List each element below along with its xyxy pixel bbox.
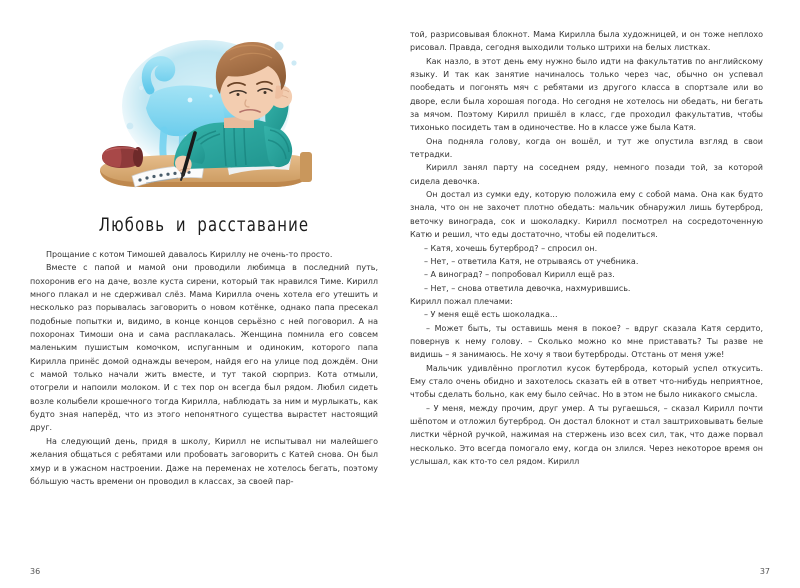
paragraph: Прощание с котом Тимошей давалось Кириллу не очень-то просто. <box>46 250 333 259</box>
dialogue-line: – Нет, – снова ответила девочка, нахмурившись. <box>424 283 631 293</box>
dialogue-line: – Нет, – ответила Катя, не отрываясь от учебника. <box>424 256 639 266</box>
dialogue-line: – У меня ещё есть шоколадка... <box>424 310 558 320</box>
paragraph: той, разрисовывая блокнот. Мама Кирилла была художницей, и он тоже неплохо рисовал. Правда, сегодня выходили только штрихи на белых листках. <box>410 30 763 53</box>
page-number-right: 37 <box>759 567 770 576</box>
paragraph: Он достал из сумки еду, которую положила ему с собой мама. Она как будто знала, что он не захочет плотно обедать: мальчик обнаружил лишь бутерброд, веточку винограда, сок и шоколадку. Кирилл посмотрел на сосредоточенную Катю и решил, что еды достаточно, чтобы ей поделиться. <box>410 190 763 240</box>
right-page <box>400 0 800 588</box>
right-page-body <box>410 28 763 468</box>
paragraph: Вместе с папой и мамой они проводили любимца в последний путь, похоронив его на даче, возле куста сирени, который так нравился Тиме. Кирилл много плакал и не сдерживал слёз. Мама Кирилла очень хотела его утешить и несколько раз порывалась заговорить о новом котёнке, однако папа пресекал подобные попытки и, видимо, в конце концов серьёзно с ней поговорил. А на похоронах Тимоши она и сама расплакалась. Женщина помнила его совсем маленьким пушистым комочком, испуганным и одиноким, которого папа Кирилла принёс домой однажды вечером, найдя его на улице под дождём. Они с мамой только начали жить вместе, и тут такой сюрприз. Кота отмыли, отогрели и напоили молоком. И с тех пор он всегда был рядом. Любил сидеть возле колыбели крошечного тогда Кирилла, наблюдать за ним и мурлыкать, как будто зная наперёд, что из этого непонятного существа вырастет настоящий друг. <box>30 263 378 433</box>
paragraph: – Может быть, ты оставишь меня в покое? – вдруг сказала Катя сердито, повернув к нему голову. – Сколько можно ко мне приставать? Ты разве не видишь – я занимаюсь. Не хочу я твои бутерброды. Отстань от меня уже! <box>410 323 763 360</box>
paragraph: На следующий день, придя в школу, Кирилл не испытывал ни малейшего желания общаться с ребятами или пробовать заговорить с Катей снова. Он был хмур и в ужасном настроении. Даже на переменах не хотелось бегать, поэтому бо́льшую часть времени он проводил в классах, за своей пар- <box>30 436 378 486</box>
paragraph: – У меня, между прочим, друг умер. А ты ругаешься, – сказал Кирилл почти шёпотом и отложил бутерброд. Он достал блокнот и стал заштриховывать белые листки чёрной ручкой, нажимая на стержень изо всех сил, так, что даже порвал несколько. Это всегда помогало ему, когда он злился. Через некоторое время он услышал, как кто-то сел рядом. Кирилл <box>410 403 763 466</box>
chapter-title: Любовь и расставание <box>98 214 310 236</box>
left-page-body <box>30 248 378 488</box>
dialogue-line: – А виноград? – попробовал Кирилл ещё раз. <box>424 270 615 280</box>
dialogue-line: Кирилл пожал плечами: <box>410 296 513 306</box>
paragraph: Она подняла голову, когда он вошёл, и тут же опустила взгляд в свои тетрадки. <box>410 136 763 160</box>
paragraph: Кирилл занял парту на соседнем ряду, немного позади той, за которой сидела девочка. <box>410 163 763 186</box>
boy-at-desk-with-ghost-cat-icon <box>78 30 330 208</box>
chapter-illustration <box>78 30 330 208</box>
paragraph: Как назло, в этот день ему нужно было идти на факультатив по английскому языку. И так как занятие начиналось только через час, обычно он успевал пообедать и погонять мяч с ребятами из другого класса в спортзале или во дворе, если была хорошая погода. Но сегодня не хотелось ни обедать, ни бегать за мячом. Поэтому Кирилл пришёл в класс, где проходил факультатив, чтобы тихонько посидеть там в одиночестве. Но в классе уже была Катя. <box>410 56 763 133</box>
dialogue-line: – Катя, хочешь бутерброд? – спросил он. <box>424 243 598 253</box>
paragraph: Мальчик удивлённо проглотил кусок бутерброда, который успел откусить. Ему стало очень обидно и захотелось сказать ей в ответ что-нибудь неприятное, чтобы сделать больно, как ему было сейчас. Но в этом не было никакого смысла. <box>410 363 763 400</box>
page-number-left: 36 <box>30 567 41 576</box>
